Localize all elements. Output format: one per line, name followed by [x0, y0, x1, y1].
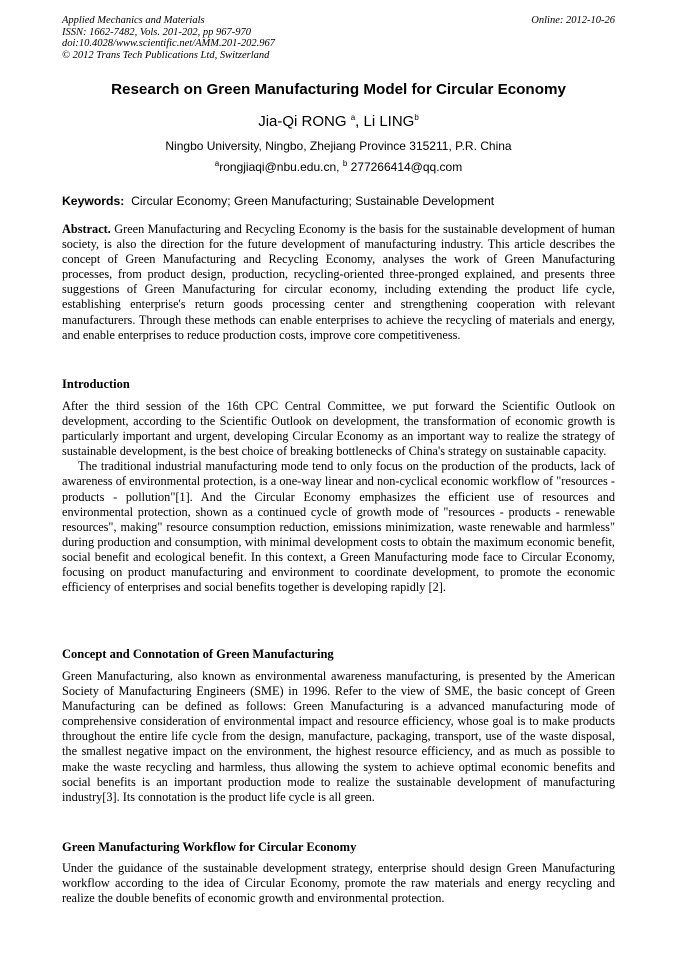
issn-line: ISSN: 1662-7482, Vols. 201-202, pp 967-970	[62, 26, 251, 38]
online-date: Online: 2012-10-26	[531, 15, 615, 26]
abstract-text: Green Manufacturing and Recycling Economy is the basis for the sustainable development of human society, is also the direction for the future development of manufacturing industry. This article describes the concept of Green Manufacturing and Recycling Economy, analyses the work of Green Manufacturing processes, from product design, production, recycling-oriented three-pronged explained, and presents three suggestions of Green Manufacturing for circular economy, including extending the product life cycle, establishing enterprise's return goods processing center and strengthening cooperation with relevant manufacturers. Through these methods can enable enterprises to achieve the recycling of materials and energy, and enable enterprises to reduce production costs, improve core competitiveness.	[62, 222, 616, 342]
copyright-line: © 2012 Trans Tech Publications Ltd, Switzerland	[62, 49, 270, 61]
section-heading: Concept and Connotation of Green Manufacturing	[62, 647, 334, 661]
author-affiliation-marker: b	[414, 113, 419, 122]
author-list	[62, 113, 615, 130]
author-name: Li LING	[363, 113, 415, 130]
author-separator: ,	[355, 113, 364, 130]
body-paragraph: Green Manufacturing, also known as environmental awareness manufacturing, is presented by the American Society of Manufacturing Engineers (SME) in 1996. Refer to the view of SME, the basic concept of Green Manufacturing can be defined as follows: Green Manufacturing is a advanced manufacturing mode of comprehensive consideration of environmental impact and resource efficiency, whose goal is to make products throughout the entire life cycle from the design, manufacture, packaging, transport, use of the waste disposal, the smallest negative impact on the environment, the highest resource efficiency, and as much as possible to make the waste recycling and harmless, thus allowing the system to achieve optimal economic benefits and social benefits is an important production mode to realize the sustainable development of manufacturing industry[3]. Its connotation is the product life cycle is all green.	[62, 669, 615, 804]
author-affiliation-marker: a	[350, 113, 356, 122]
keywords-label: Keywords:	[62, 194, 125, 208]
email-marker: a	[214, 159, 220, 168]
journal-name: Applied Mechanics and Materials	[62, 15, 205, 26]
abstract-label: Abstract.	[62, 222, 111, 236]
body-paragraph: Under the guidance of the sustainable development strategy, enterprise should design Green Manufacturing workflow according to the idea of Circular Economy, promote the raw materials and energy recycling and realize the double benefits of economic growth and environmental protection.	[62, 861, 615, 906]
affiliation: Ningbo University, Ningbo, Zhejiang Province 315211, P.R. China	[165, 139, 512, 153]
author-name: Jia-Qi RONG	[258, 113, 347, 130]
abstract	[62, 222, 615, 343]
author-emails	[62, 160, 615, 174]
body-paragraph: After the third session of the 16th CPC Central Committee, we put forward the Scientific Outlook on development, according to the Scientific Outlook on development, the transformation of economic growth is particularly important and urgent, developing Circular Economy as an important way to realize the strategy of sustainable development, is the best choice of breaking bottlenecks of China's strategy on sustainable capacity.	[62, 399, 615, 459]
section-heading: Introduction	[62, 377, 130, 391]
introduction-section	[62, 399, 615, 595]
keywords-line	[62, 194, 615, 208]
section-heading: Green Manufacturing Workflow for Circular Economy	[62, 840, 357, 854]
email-address[interactable]: 277266414@qq.com	[347, 160, 463, 174]
abstract-paragraph	[62, 222, 615, 343]
concept-section	[62, 669, 615, 805]
body-paragraph: The traditional industrial manufacturing mode tend to only focus on the production of the products, lack of awareness of environmental protection, is a one-way linear and non-cyclical economic workflow of "resources - products - pollution"[1]. And the Circular Economy emphasizes the efficient use of resources and environmental protection, shown as a continued cycle of growth mode of "resources - products - renewable resources", making" resource consumption reduction, emissions minimization, waste renewable and harmless" during production and consumption, with minimal development costs to obtain the maximum economic benefit, social benefit and ecological benefit. In this context, a Green Manufacturing mode face to Circular Economy, focusing on product manufacturing and environment to coordinate development, to promote the economic efficiency of enterprises and social benefits together is developing rapidly [2].	[62, 459, 615, 595]
paper-title: Research on Green Manufacturing Model for Circular Economy	[111, 81, 566, 98]
journal-header	[62, 15, 615, 61]
workflow-section	[62, 861, 615, 906]
doi-line[interactable]: doi:10.4028/www.scientific.net/AMM.201-202.967	[62, 38, 275, 49]
email-marker: b	[342, 159, 348, 168]
email-address[interactable]: rongjiaqi@nbu.edu.cn,	[219, 160, 343, 174]
keywords-text: Circular Economy; Green Manufacturing; Sustainable Development	[131, 194, 495, 208]
